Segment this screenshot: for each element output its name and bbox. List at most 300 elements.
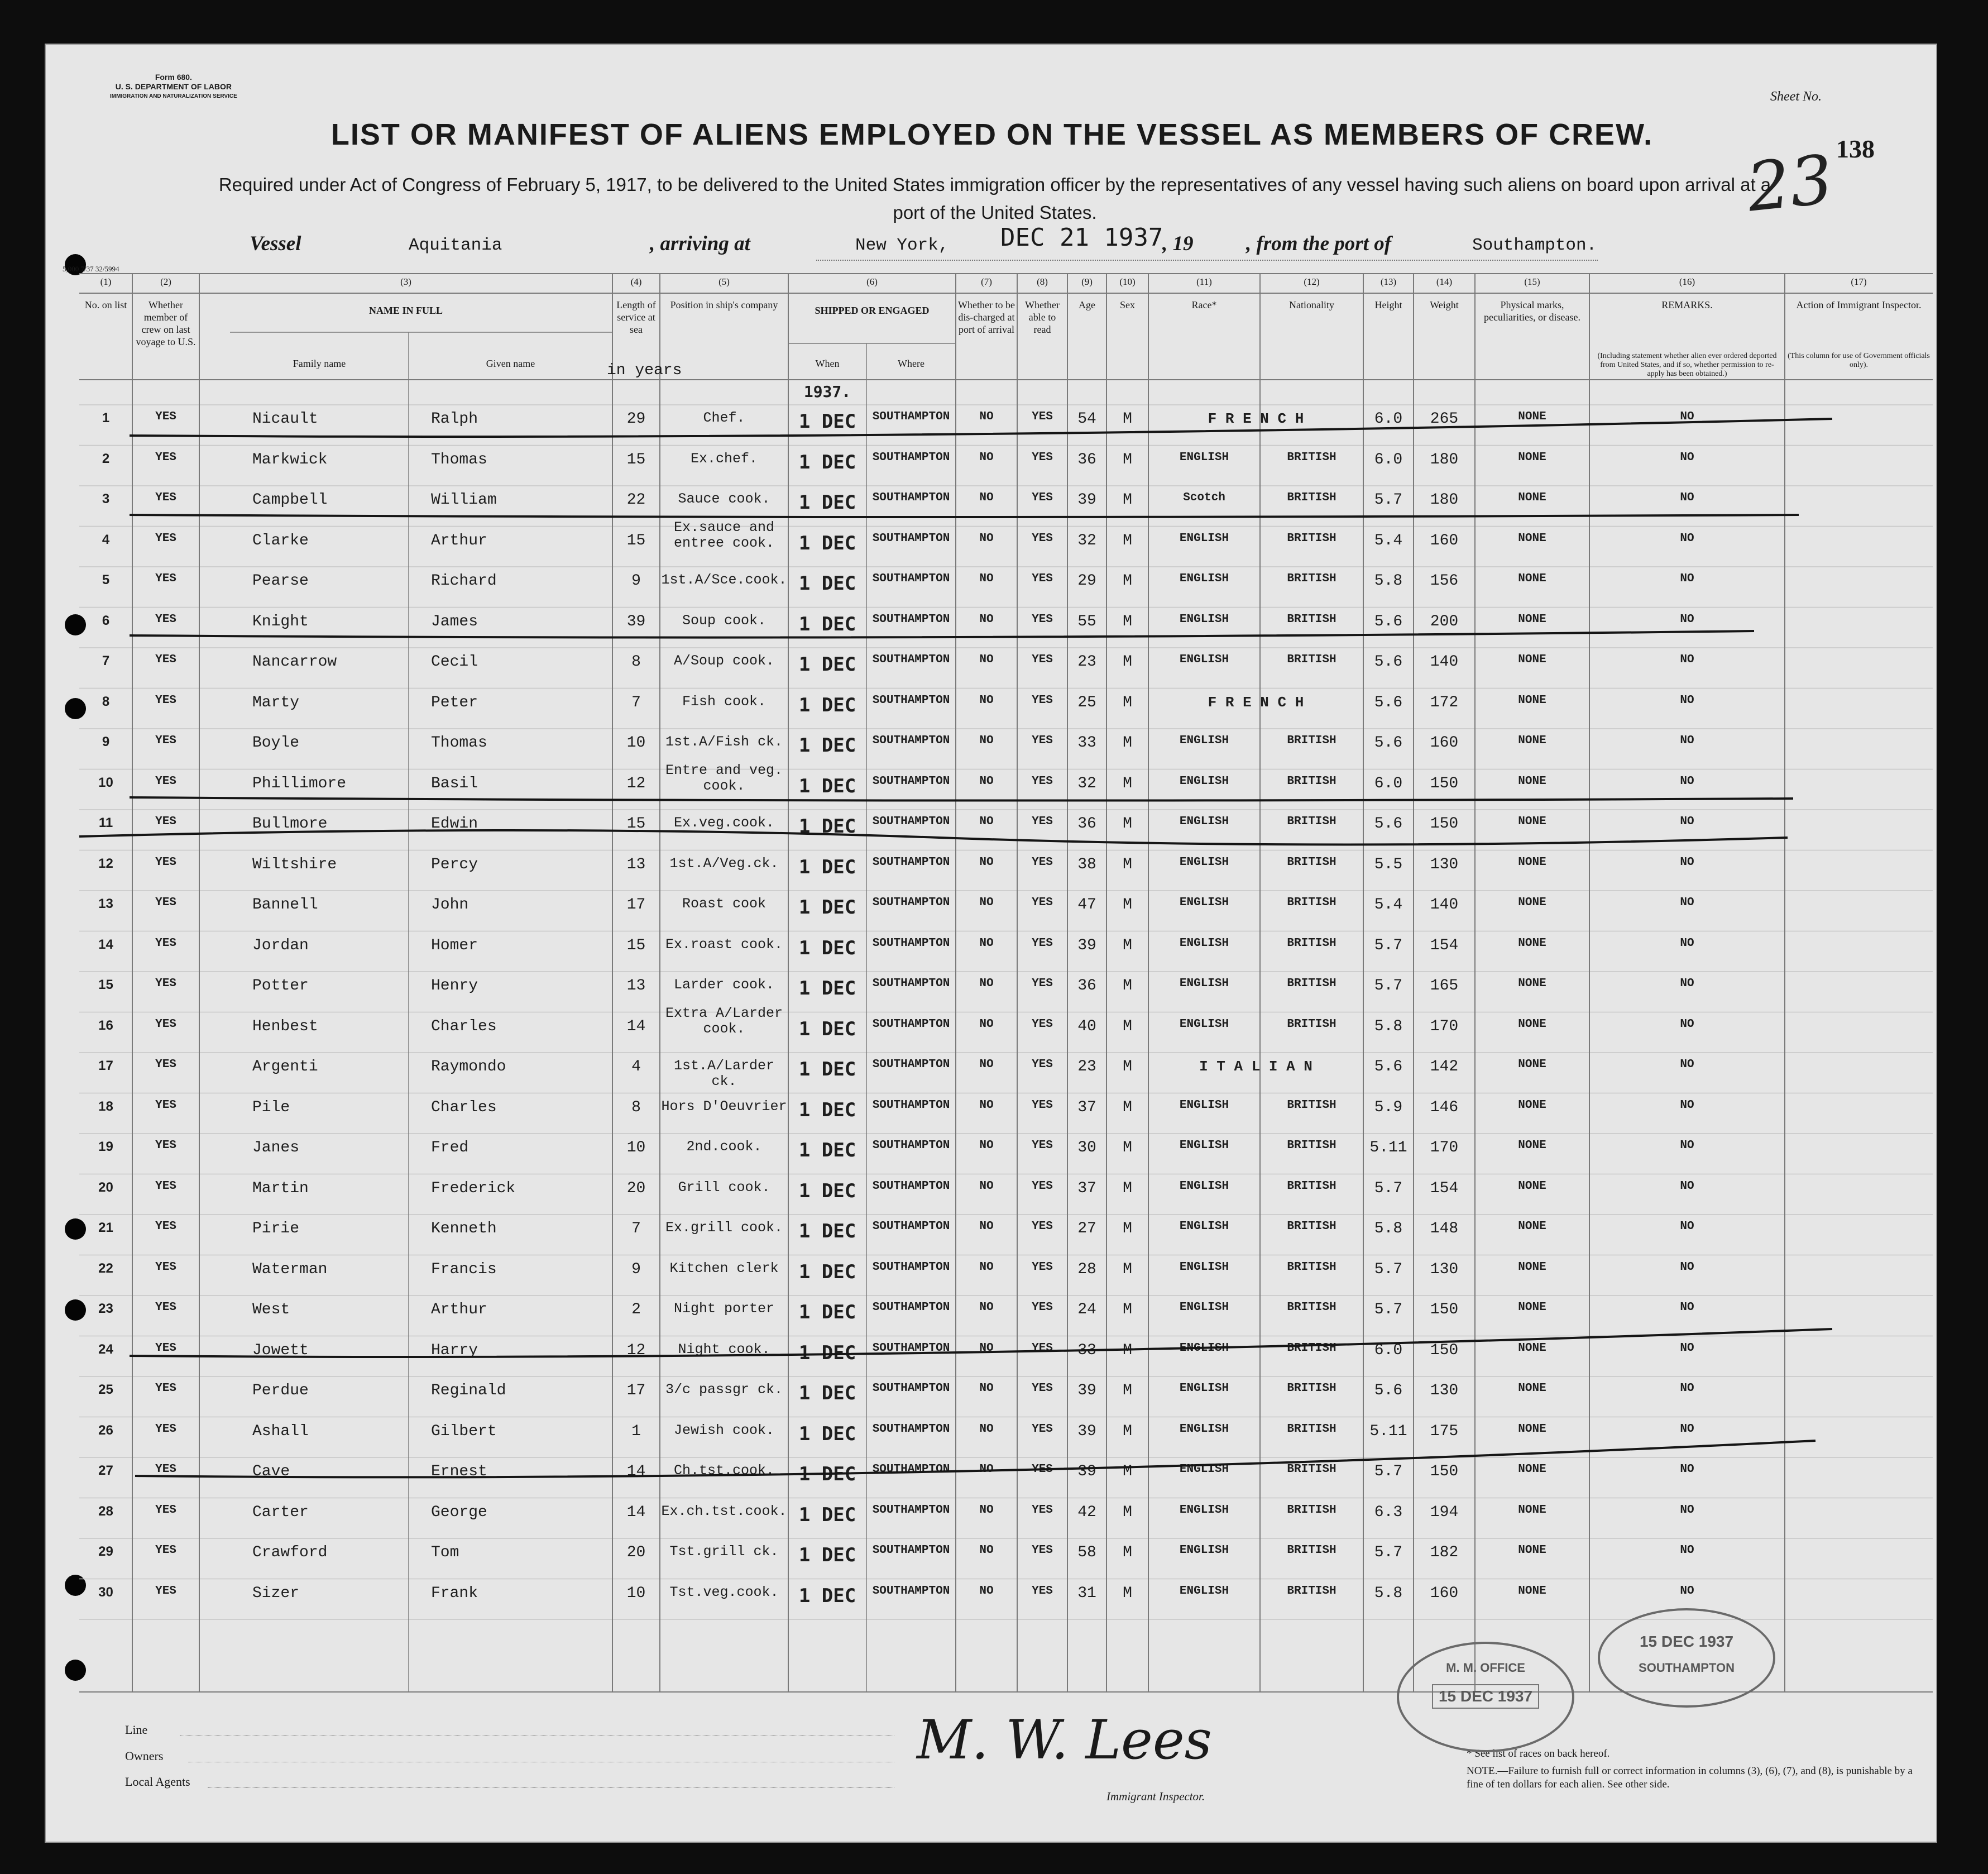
cell-given: Fred bbox=[431, 1139, 469, 1156]
cell-marks: NONE bbox=[1518, 653, 1546, 666]
cell-race: ENGLISH bbox=[1179, 532, 1229, 545]
cell-service: 9 bbox=[631, 572, 641, 590]
cell-marks: NONE bbox=[1518, 451, 1546, 464]
column-number: (6) bbox=[866, 276, 878, 287]
cell-marks: NONE bbox=[1518, 775, 1546, 788]
cell-marks: NONE bbox=[1518, 1017, 1546, 1031]
cell-sex: M bbox=[1123, 451, 1132, 468]
cell-discharged: NO bbox=[979, 491, 994, 504]
cell-position: Ch.tst.cook. bbox=[673, 1462, 775, 1479]
cell-age: 32 bbox=[1077, 532, 1096, 549]
handwritten-number: 23 bbox=[1743, 141, 1837, 227]
cell-remarks: NO bbox=[1680, 694, 1694, 707]
cell-sex: M bbox=[1123, 1179, 1132, 1197]
cell-position: Night porter bbox=[673, 1301, 775, 1317]
cell-service: 10 bbox=[626, 1139, 646, 1156]
cell-race: F R E N C H bbox=[1208, 410, 1304, 427]
cell-weight: 160 bbox=[1430, 1584, 1459, 1602]
cell-discharged: NO bbox=[979, 451, 994, 464]
cell-given: Tom bbox=[431, 1544, 459, 1561]
cell-service: 22 bbox=[626, 491, 646, 509]
column-number: (12) bbox=[1304, 276, 1320, 287]
cell-age: 32 bbox=[1077, 775, 1096, 792]
cell-marks: NONE bbox=[1518, 815, 1546, 828]
cell-remarks: NO bbox=[1680, 1139, 1694, 1152]
cell-position: Kitchen clerk bbox=[669, 1260, 779, 1277]
cell-given: Frederick bbox=[431, 1179, 516, 1197]
cell-read: YES bbox=[1032, 1301, 1053, 1314]
cell-position: Hors D'Oeuvrier bbox=[661, 1098, 787, 1115]
cell-position: Sauce cook. bbox=[678, 491, 770, 507]
cell-discharged: NO bbox=[979, 694, 994, 707]
sheet-no-label: Sheet No. bbox=[1770, 89, 1822, 104]
cell-family: Bannell bbox=[252, 896, 318, 914]
cell-age: 39 bbox=[1077, 1422, 1096, 1440]
cell-weight: 170 bbox=[1430, 1139, 1459, 1156]
cell-nationality: BRITISH bbox=[1287, 1584, 1336, 1598]
cell-prev: YES bbox=[155, 815, 176, 828]
cell-age: 23 bbox=[1077, 653, 1096, 671]
column-number: (15) bbox=[1524, 276, 1540, 287]
column-label: Whether able to read bbox=[1025, 299, 1060, 335]
cell-height: 5.6 bbox=[1374, 613, 1403, 630]
cell-race: F R E N C H bbox=[1208, 694, 1304, 711]
column-number: (5) bbox=[718, 276, 730, 287]
cell-service: 12 bbox=[626, 1341, 646, 1359]
page-title: LIST OR MANIFEST OF ALIENS EMPLOYED ON THE VESSEL AS MEMBERS OF CREW. bbox=[330, 118, 1654, 151]
year-note: 1937. bbox=[803, 383, 851, 401]
cell-weight: 150 bbox=[1430, 1301, 1459, 1318]
cell-age: 33 bbox=[1077, 734, 1096, 752]
cell-no: 1 bbox=[102, 410, 110, 426]
cell-read: YES bbox=[1032, 775, 1053, 788]
cell-position: Ex.ch.tst.cook. bbox=[661, 1503, 787, 1519]
cell-nationality: BRITISH bbox=[1287, 775, 1336, 788]
cell-prev: YES bbox=[155, 1139, 176, 1152]
cell-nationality: BRITISH bbox=[1287, 572, 1336, 585]
cell-discharged: NO bbox=[979, 1463, 994, 1476]
cell-race: ENGLISH bbox=[1179, 1301, 1229, 1314]
cell-race: ENGLISH bbox=[1179, 896, 1229, 909]
cell-read: YES bbox=[1032, 1139, 1053, 1152]
cell-when: 1 DEC bbox=[798, 734, 856, 757]
cell-where: SOUTHAMPTON bbox=[872, 1544, 950, 1557]
cell-remarks: NO bbox=[1680, 451, 1694, 464]
cell-race: ENGLISH bbox=[1179, 855, 1229, 869]
cell-marks: NONE bbox=[1518, 1422, 1546, 1436]
cell-marks: NONE bbox=[1518, 410, 1546, 423]
cell-marks: NONE bbox=[1518, 855, 1546, 869]
cell-when: 1 DEC bbox=[798, 1058, 856, 1081]
cell-remarks: NO bbox=[1680, 936, 1694, 950]
cell-given: Frank bbox=[431, 1584, 478, 1602]
cell-where: SOUTHAMPTON bbox=[872, 734, 950, 747]
cell-weight: 130 bbox=[1430, 855, 1459, 873]
cell-nationality: BRITISH bbox=[1287, 532, 1336, 545]
cell-race: ENGLISH bbox=[1179, 815, 1229, 828]
cell-discharged: NO bbox=[979, 1139, 994, 1152]
cell-position: Ex.veg.cook. bbox=[673, 815, 775, 831]
cell-family: Marty bbox=[252, 694, 300, 711]
cell-weight: 150 bbox=[1430, 1341, 1459, 1359]
cell-given: Gilbert bbox=[431, 1422, 497, 1440]
manifest-sheet bbox=[45, 44, 1937, 1843]
stamp-port: SOUTHAMPTON bbox=[1639, 1661, 1735, 1675]
cell-sex: M bbox=[1123, 1098, 1132, 1116]
column-label: Nationality bbox=[1289, 299, 1334, 310]
cell-read: YES bbox=[1032, 410, 1053, 423]
cell-read: YES bbox=[1032, 1503, 1053, 1517]
strike-lines bbox=[46, 45, 1937, 1843]
cell-prev: YES bbox=[155, 775, 176, 788]
cell-family: Pirie bbox=[252, 1220, 300, 1237]
cell-age: 42 bbox=[1077, 1503, 1096, 1521]
cell-age: 58 bbox=[1077, 1544, 1096, 1561]
column-label: Race* bbox=[1191, 299, 1217, 310]
cell-age: 39 bbox=[1077, 936, 1096, 954]
agents-label: Local Agents bbox=[125, 1775, 190, 1789]
cell-age: 33 bbox=[1077, 1341, 1096, 1359]
cell-sex: M bbox=[1123, 896, 1132, 914]
cell-where: SOUTHAMPTON bbox=[872, 1220, 950, 1233]
cell-given: Kenneth bbox=[431, 1220, 497, 1237]
cell-family: Crawford bbox=[252, 1544, 328, 1561]
column-label: Position in ship's company bbox=[670, 299, 778, 310]
cell-service: 8 bbox=[631, 1098, 641, 1116]
cell-where: SOUTHAMPTON bbox=[872, 491, 950, 504]
cell-nationality: BRITISH bbox=[1287, 977, 1336, 990]
column-label: No. on list bbox=[84, 299, 127, 310]
cell-discharged: NO bbox=[979, 1544, 994, 1557]
cell-remarks: NO bbox=[1680, 1098, 1694, 1112]
cell-remarks: NO bbox=[1680, 1463, 1694, 1476]
cell-sex: M bbox=[1123, 1058, 1132, 1075]
cell-sex: M bbox=[1123, 775, 1132, 792]
when-header: When bbox=[815, 358, 840, 369]
cell-where: SOUTHAMPTON bbox=[872, 1584, 950, 1598]
cell-service: 15 bbox=[626, 532, 646, 549]
cell-given: Raymondo bbox=[431, 1058, 506, 1075]
cell-remarks: NO bbox=[1680, 815, 1694, 828]
cell-weight: 180 bbox=[1430, 491, 1459, 509]
cell-age: 54 bbox=[1077, 410, 1096, 428]
cell-no: 14 bbox=[98, 936, 113, 952]
cell-race: ENGLISH bbox=[1179, 1503, 1229, 1517]
cell-height: 5.8 bbox=[1374, 572, 1403, 590]
cell-service: 14 bbox=[626, 1017, 646, 1035]
cell-read: YES bbox=[1032, 1584, 1053, 1598]
cell-marks: NONE bbox=[1518, 1341, 1546, 1355]
cell-race: ENGLISH bbox=[1179, 1463, 1229, 1476]
cell-family: Knight bbox=[252, 613, 309, 630]
cell-height: 5.8 bbox=[1374, 1584, 1403, 1602]
cell-remarks: NO bbox=[1680, 410, 1694, 423]
cell-where: SOUTHAMPTON bbox=[872, 410, 950, 423]
cell-where: SOUTHAMPTON bbox=[872, 694, 950, 707]
cell-sex: M bbox=[1123, 1463, 1132, 1480]
cell-service: 13 bbox=[626, 855, 646, 873]
cell-no: 6 bbox=[102, 613, 110, 628]
cell-family: Janes bbox=[252, 1139, 300, 1156]
cell-marks: NONE bbox=[1518, 1503, 1546, 1517]
cell-sex: M bbox=[1123, 815, 1132, 833]
cell-family: Jordan bbox=[252, 936, 309, 954]
column-number: (10) bbox=[1119, 276, 1136, 287]
cell-discharged: NO bbox=[979, 572, 994, 585]
cell-position: Night cook. bbox=[678, 1341, 770, 1357]
cell-prev: YES bbox=[155, 1544, 176, 1557]
cell-discharged: NO bbox=[979, 1422, 994, 1436]
cell-service: 14 bbox=[626, 1463, 646, 1480]
cell-position: 1st.A/Sce.cook. bbox=[661, 572, 787, 588]
cell-discharged: NO bbox=[979, 855, 994, 869]
cell-position: Ex.sauce and entree cook. bbox=[673, 519, 775, 551]
cell-nationality: BRITISH bbox=[1287, 491, 1336, 504]
cell-sex: M bbox=[1123, 572, 1132, 590]
cell-no: 21 bbox=[98, 1220, 113, 1235]
cell-height: 6.0 bbox=[1374, 451, 1403, 468]
cell-age: 39 bbox=[1077, 491, 1096, 509]
column-label: REMARKS. bbox=[1661, 299, 1713, 310]
cell-discharged: NO bbox=[979, 1382, 994, 1395]
cell-race: I T A L I A N bbox=[1199, 1058, 1312, 1075]
cell-sex: M bbox=[1123, 734, 1132, 752]
cell-race: ENGLISH bbox=[1179, 1098, 1229, 1112]
cell-age: 36 bbox=[1077, 977, 1096, 995]
cell-family: Henbest bbox=[252, 1017, 318, 1035]
cell-discharged: NO bbox=[979, 977, 994, 990]
cell-where: SOUTHAMPTON bbox=[872, 815, 950, 828]
cell-family: Waterman bbox=[252, 1260, 328, 1278]
cell-read: YES bbox=[1032, 1463, 1053, 1476]
cell-read: YES bbox=[1032, 1544, 1053, 1557]
cell-read: YES bbox=[1032, 1341, 1053, 1355]
cell-age: 29 bbox=[1077, 572, 1096, 590]
cell-race: ENGLISH bbox=[1179, 1139, 1229, 1152]
cell-race: ENGLISH bbox=[1179, 451, 1229, 464]
cell-height: 6.0 bbox=[1374, 410, 1403, 428]
cell-when: 1 DEC bbox=[798, 1301, 856, 1323]
cell-weight: 150 bbox=[1430, 775, 1459, 792]
cell-position: Ex.roast cook. bbox=[665, 936, 783, 953]
cell-position: Grill cook. bbox=[678, 1179, 770, 1196]
cell-height: 6.0 bbox=[1374, 1341, 1403, 1359]
cell-age: 47 bbox=[1077, 896, 1096, 914]
cell-nationality: BRITISH bbox=[1287, 936, 1336, 950]
cell-position: Tst.veg.cook. bbox=[669, 1584, 779, 1600]
agents-rule bbox=[208, 1787, 894, 1788]
cell-nationality: BRITISH bbox=[1287, 653, 1336, 666]
cell-race: ENGLISH bbox=[1179, 1260, 1229, 1274]
cell-no: 25 bbox=[98, 1382, 113, 1397]
cell-nationality: BRITISH bbox=[1287, 855, 1336, 869]
cell-where: SOUTHAMPTON bbox=[872, 572, 950, 585]
cell-remarks: NO bbox=[1680, 1260, 1694, 1274]
cell-when: 1 DEC bbox=[798, 1341, 856, 1364]
column-note: (This column for use of Government officials only). bbox=[1788, 352, 1930, 369]
cell-height: 5.8 bbox=[1374, 1220, 1403, 1237]
cell-height: 5.7 bbox=[1374, 1463, 1403, 1480]
cell-race: ENGLISH bbox=[1179, 1382, 1229, 1395]
cell-age: 27 bbox=[1077, 1220, 1096, 1237]
cell-position: 1st.A/Veg.ck. bbox=[669, 855, 779, 872]
cell-race: ENGLISH bbox=[1179, 775, 1229, 788]
cell-service: 1 bbox=[631, 1422, 641, 1440]
cell-remarks: NO bbox=[1680, 491, 1694, 504]
cell-sex: M bbox=[1123, 1220, 1132, 1237]
cell-prev: YES bbox=[155, 613, 176, 626]
cell-sex: M bbox=[1123, 532, 1132, 549]
cell-discharged: NO bbox=[979, 1017, 994, 1031]
cell-where: SOUTHAMPTON bbox=[872, 1098, 950, 1112]
cell-read: YES bbox=[1032, 451, 1053, 464]
cell-remarks: NO bbox=[1680, 734, 1694, 747]
cell-given: Henry bbox=[431, 977, 478, 995]
cell-nationality: BRITISH bbox=[1287, 1422, 1336, 1436]
owners-label: Owners bbox=[125, 1749, 164, 1763]
cell-race: ENGLISH bbox=[1179, 1017, 1229, 1031]
cell-age: 40 bbox=[1077, 1017, 1096, 1035]
cell-when: 1 DEC bbox=[798, 1017, 856, 1040]
cell-no: 4 bbox=[102, 532, 110, 547]
cell-when: 1 DEC bbox=[798, 694, 856, 716]
cell-service: 13 bbox=[626, 977, 646, 995]
cell-read: YES bbox=[1032, 815, 1053, 828]
cell-nationality: BRITISH bbox=[1287, 613, 1336, 626]
cell-position: 2nd.cook. bbox=[686, 1139, 762, 1155]
column-label: Physical marks, peculiarities, or disease. bbox=[1484, 299, 1580, 323]
column-label: Sex bbox=[1120, 299, 1135, 310]
column-label: Age bbox=[1079, 299, 1095, 310]
cell-given: Cecil bbox=[431, 653, 478, 671]
cell-given: Francis bbox=[431, 1260, 497, 1278]
cell-discharged: NO bbox=[979, 734, 994, 747]
from-port-label: , from the port of bbox=[1246, 232, 1392, 255]
cell-given: Thomas bbox=[431, 734, 487, 752]
cell-prev: YES bbox=[155, 1341, 176, 1355]
cell-discharged: NO bbox=[979, 532, 994, 545]
cell-marks: NONE bbox=[1518, 1463, 1546, 1476]
cell-race: Scotch bbox=[1183, 491, 1225, 504]
cell-marks: NONE bbox=[1518, 1301, 1546, 1314]
column-label: Weight bbox=[1430, 299, 1459, 310]
cell-marks: NONE bbox=[1518, 613, 1546, 626]
mm-office-stamp bbox=[1397, 1642, 1574, 1752]
cell-when: 1 DEC bbox=[798, 1098, 856, 1121]
cell-given: Homer bbox=[431, 936, 478, 954]
cell-race: ENGLISH bbox=[1179, 1422, 1229, 1436]
cell-discharged: NO bbox=[979, 613, 994, 626]
cell-sex: M bbox=[1123, 1139, 1132, 1156]
cell-read: YES bbox=[1032, 1382, 1053, 1395]
stamp-date: 15 DEC 1937 bbox=[1432, 1684, 1539, 1709]
cell-discharged: NO bbox=[979, 775, 994, 788]
cell-read: YES bbox=[1032, 1179, 1053, 1193]
cell-discharged: NO bbox=[979, 1098, 994, 1112]
cell-where: SOUTHAMPTON bbox=[872, 1139, 950, 1152]
cell-prev: YES bbox=[155, 1098, 176, 1112]
cell-weight: 156 bbox=[1430, 572, 1459, 590]
cell-weight: 180 bbox=[1430, 451, 1459, 468]
cell-given: William bbox=[431, 491, 497, 509]
cell-race: ENGLISH bbox=[1179, 1544, 1229, 1557]
cell-no: 15 bbox=[98, 977, 113, 992]
cell-age: 38 bbox=[1077, 855, 1096, 873]
cell-height: 5.6 bbox=[1374, 653, 1403, 671]
cell-family: Nicault bbox=[252, 410, 318, 428]
column-number: (3) bbox=[400, 276, 411, 287]
cell-given: Harry bbox=[431, 1341, 478, 1359]
cell-no: 3 bbox=[102, 491, 110, 506]
cell-service: 39 bbox=[626, 613, 646, 630]
cell-given: Charles bbox=[431, 1017, 497, 1035]
races-note: * See list of races on back hereof. bbox=[1467, 1748, 1610, 1760]
cell-race: ENGLISH bbox=[1179, 734, 1229, 747]
cell-service: 17 bbox=[626, 1382, 646, 1399]
arriving-port: New York, bbox=[855, 236, 949, 255]
cell-age: 23 bbox=[1077, 1058, 1096, 1075]
cell-discharged: NO bbox=[979, 1301, 994, 1314]
cell-when: 1 DEC bbox=[798, 815, 856, 838]
cell-marks: NONE bbox=[1518, 1584, 1546, 1598]
cell-service: 8 bbox=[631, 653, 641, 671]
cell-family: Wiltshire bbox=[252, 855, 337, 873]
cell-remarks: NO bbox=[1680, 1544, 1694, 1557]
cell-discharged: NO bbox=[979, 410, 994, 423]
cell-sex: M bbox=[1123, 1260, 1132, 1278]
cell-height: 5.8 bbox=[1374, 1017, 1403, 1035]
cell-read: YES bbox=[1032, 855, 1053, 869]
column-number: (17) bbox=[1851, 276, 1867, 287]
penalty-note: NOTE.—Failure to furnish full or correct information in columns (3), (6), (7), and (8), is punishable by a fine of ten dollars for each alien. See other side. bbox=[1467, 1765, 1913, 1790]
cell-nationality: BRITISH bbox=[1287, 1220, 1336, 1233]
cell-sex: M bbox=[1123, 1584, 1132, 1602]
cell-when: 1 DEC bbox=[798, 977, 856, 1000]
cell-weight: 182 bbox=[1430, 1544, 1459, 1561]
cell-given: Richard bbox=[431, 572, 497, 590]
column-label: Action of Immigrant Inspector. bbox=[1796, 299, 1922, 310]
cell-race: ENGLISH bbox=[1179, 1179, 1229, 1193]
cell-read: YES bbox=[1032, 1220, 1053, 1233]
cell-discharged: NO bbox=[979, 1341, 994, 1355]
sheet-number: 138 bbox=[1836, 135, 1875, 163]
cell-position: Entre and veg. cook. bbox=[665, 762, 783, 794]
from-port: Southampton. bbox=[1472, 236, 1597, 255]
cell-age: 24 bbox=[1077, 1301, 1096, 1318]
cell-service: 15 bbox=[626, 815, 646, 833]
cell-given: Arthur bbox=[431, 1301, 487, 1318]
cell-position: Roast cook bbox=[682, 896, 767, 912]
vessel-name: Aquitania bbox=[409, 236, 502, 255]
cell-family: Argenti bbox=[252, 1058, 318, 1075]
column-number: (4) bbox=[630, 276, 642, 287]
cell-sex: M bbox=[1123, 1017, 1132, 1035]
arrival-date-stamp: DEC 21 1937 bbox=[1000, 223, 1163, 252]
cell-race: ENGLISH bbox=[1179, 977, 1229, 990]
family-name-header: Family name bbox=[293, 358, 346, 369]
where-header: Where bbox=[898, 358, 924, 369]
cell-no: 13 bbox=[98, 896, 113, 911]
cell-sex: M bbox=[1123, 1503, 1132, 1521]
cell-height: 6.3 bbox=[1374, 1503, 1403, 1521]
cell-no: 24 bbox=[98, 1341, 113, 1357]
cell-service: 20 bbox=[626, 1179, 646, 1197]
column-label: Length of service at sea bbox=[616, 299, 656, 335]
cell-age: 36 bbox=[1077, 451, 1096, 468]
cell-where: SOUTHAMPTON bbox=[872, 613, 950, 626]
cell-prev: YES bbox=[155, 451, 176, 464]
cell-discharged: NO bbox=[979, 1220, 994, 1233]
